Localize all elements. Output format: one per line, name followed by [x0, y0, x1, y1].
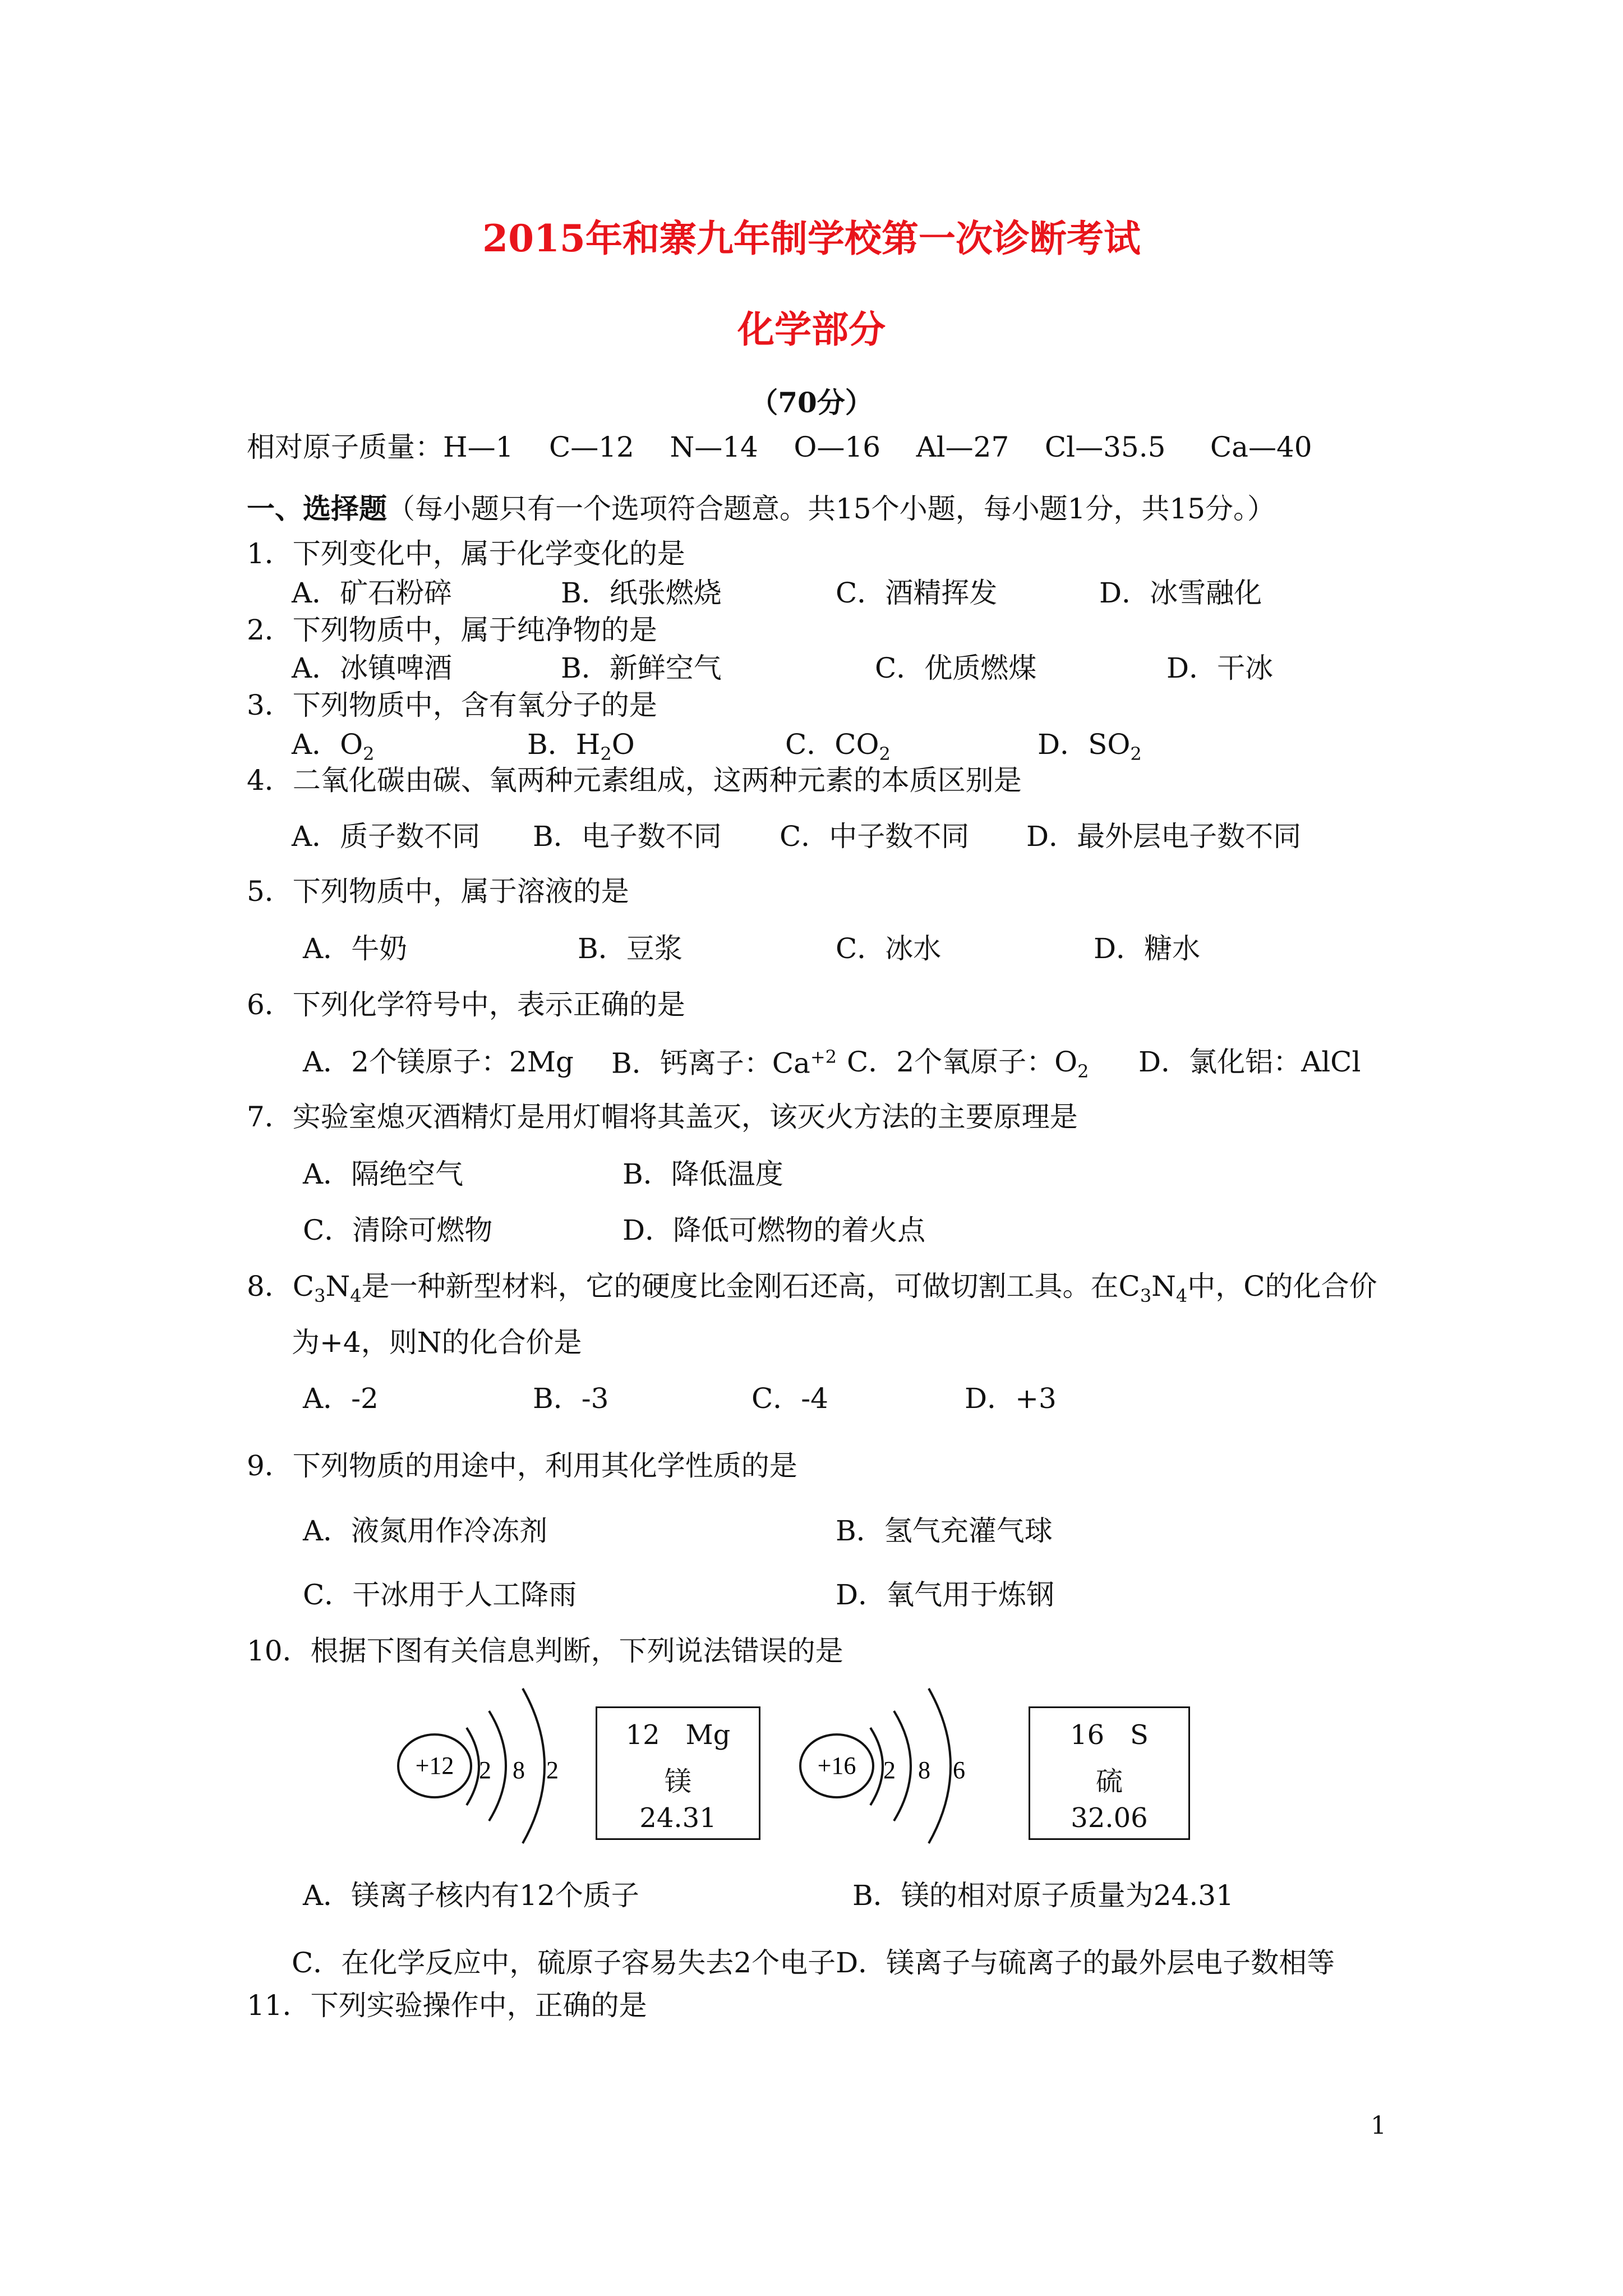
mg-atomic-number: 12 — [625, 1719, 660, 1751]
q3-stem: 3．下列物质中，含有氧分子的是 — [247, 689, 657, 721]
s-atomic-mass: 32.06 — [1071, 1802, 1148, 1834]
q8-stem: 8．$C_3N_4$是一种新型材料，它的硬度比金刚石还高，可做切割工具。在$C_3N_4$中，C的化合价 — [247, 1270, 1377, 1306]
q6-option-a: A．2个镁原子：2Mg — [303, 1046, 574, 1078]
s-nucleus-label: +16 — [817, 1752, 856, 1779]
q8-option-b: B．-3 — [533, 1382, 609, 1415]
q2-option-a: A．冰镇啤酒 — [292, 652, 453, 684]
mg-shell-1-count: 2 — [479, 1756, 491, 1784]
q1-option-a: A．矿石粉碎 — [292, 577, 453, 609]
q8-option-c: C．-4 — [751, 1382, 828, 1415]
q9-stem: 9．下列物质的用途中，利用其化学性质的是 — [247, 1450, 797, 1482]
q6-option-b: B．钙离子：$Ca^{+2}$ — [611, 1046, 837, 1080]
mg-nucleus-label: +12 — [415, 1752, 454, 1779]
q1-option-b: B．纸张燃烧 — [561, 577, 722, 609]
s-shell-1-count: 2 — [883, 1756, 896, 1784]
q3-option-b: B．$H_2O$ — [527, 728, 635, 765]
s-element-cell — [1029, 1706, 1190, 1840]
section-instruction: （每小题只有一个选项符合题意。共15个小题，每小题1分，共15分。） — [387, 493, 1276, 525]
q7-option-a: A．隔绝空气 — [303, 1158, 464, 1190]
q7-stem: 7．实验室熄灭酒精灯是用灯帽将其盖灭，该灭火方法的主要原理是 — [247, 1101, 1078, 1133]
mg-symbol: Mg — [685, 1719, 731, 1751]
q6-option-c: C．2个氧原子：$O_2$ — [847, 1046, 1089, 1082]
q4-option-a: A．质子数不同 — [292, 820, 481, 853]
exam-title: 2015年和寨九年制学校第一次诊断考试 — [482, 217, 1141, 260]
q1-stem: 1．下列变化中，属于化学变化的是 — [247, 537, 685, 570]
mg-atom-diagram — [398, 1688, 559, 1843]
q8-stem-line2: 为+4，则N的化合价是 — [292, 1326, 582, 1359]
q11-stem: 11．下列实验操作中，正确的是 — [247, 1989, 647, 2022]
q4-option-b: B．电子数不同 — [533, 820, 722, 853]
q2-stem: 2．下列物质中，属于纯净物的是 — [247, 614, 657, 646]
q4-option-c: C．中子数不同 — [780, 820, 970, 853]
mg-shell-arc-1 — [467, 1728, 479, 1805]
q2-option-b: B．新鲜空气 — [561, 652, 722, 684]
q8-option-a: A．-2 — [303, 1382, 379, 1415]
q10-option-c-d — [292, 1949, 1335, 1977]
q4-stem: 4．二氧化碳由碳、氧两种元素组成，这两种元素的本质区别是 — [247, 764, 1022, 797]
s-shell-arc-2 — [894, 1711, 911, 1821]
mg-atomic-mass: 24.31 — [639, 1802, 717, 1834]
exam-subtitle: 化学部分 — [737, 307, 886, 351]
q2-option-d: D．干冰 — [1166, 652, 1274, 684]
q1-option-c: C．酒精挥发 — [836, 577, 998, 609]
s-shell-3-count: 6 — [953, 1756, 965, 1784]
mg-shell-arc-3 — [523, 1688, 545, 1843]
q10-option-b: B．镁的相对原子质量为24.31 — [852, 1879, 1234, 1912]
q3-option-a: A．$O_2$ — [292, 728, 375, 765]
s-atomic-number: 16 — [1070, 1719, 1105, 1751]
q7-option-c: C．清除可燃物 — [303, 1214, 493, 1246]
q8-option-d: D．+3 — [965, 1382, 1057, 1415]
q5-option-a: A．牛奶 — [303, 932, 408, 965]
q2-option-c: C．优质燃煤 — [875, 652, 1037, 684]
q10-option-c: C．在化学反应中，硫原子容易失去2个电子 — [292, 1947, 836, 1979]
q10-stem: 10．根据下图有关信息判断，下列说法错误的是 — [247, 1635, 843, 1667]
q1-option-d: D．冰雪融化 — [1099, 577, 1262, 609]
s-atom-diagram — [800, 1688, 965, 1843]
total-score: （70分） — [750, 386, 873, 419]
q4-option-d: D．最外层电子数不同 — [1026, 820, 1302, 853]
s-shell-arc-3 — [929, 1688, 951, 1843]
s-symbol: S — [1129, 1719, 1149, 1751]
q9-option-c: C．干冰用于人工降雨 — [303, 1579, 577, 1611]
q10-option-a: A．镁离子核内有12个质子 — [303, 1879, 639, 1912]
q9-option-b: B．氢气充灌气球 — [836, 1515, 1053, 1547]
s-shell-2-count: 8 — [918, 1756, 930, 1784]
q10-option-d: D．镁离子与硫离子的最外层电子数相等 — [836, 1947, 1335, 1979]
q5-option-d: D．糖水 — [1094, 932, 1201, 965]
q3-option-d: D．$SO_2$ — [1038, 728, 1142, 765]
q6-stem: 6．下列化学符号中，表示正确的是 — [247, 988, 685, 1021]
s-name: 硫 — [1095, 1766, 1123, 1797]
q3-option-c: C．$CO_2$ — [785, 728, 891, 765]
q7-option-b: B．降低温度 — [623, 1158, 783, 1190]
q6-option-d: D．氯化铝：AlCl — [1138, 1046, 1361, 1078]
mg-name: 镁 — [664, 1766, 691, 1797]
q9-option-d: D．氧气用于炼钢 — [836, 1579, 1055, 1611]
mg-shell-3-count: 2 — [546, 1756, 559, 1784]
q9-option-a: A．液氮用作冷冻剂 — [303, 1515, 548, 1547]
section-label: 一、选择题 — [247, 492, 387, 525]
q5-option-c: C．冰水 — [836, 932, 942, 965]
mg-element-cell — [596, 1706, 760, 1840]
mg-shell-arc-2 — [489, 1711, 506, 1821]
atomic-masses: 相对原子质量：H—1 C—12 N—14 O—16 Al—27 Cl—35.5 Ca—40 — [247, 431, 1312, 463]
q7-option-d: D．降低可燃物的着火点 — [623, 1214, 926, 1246]
mg-shell-2-count: 8 — [513, 1756, 525, 1784]
q5-stem: 5．下列物质中，属于溶液的是 — [247, 875, 629, 908]
q5-option-b: B．豆浆 — [578, 932, 683, 965]
page-number: 1 — [1371, 2111, 1386, 2140]
